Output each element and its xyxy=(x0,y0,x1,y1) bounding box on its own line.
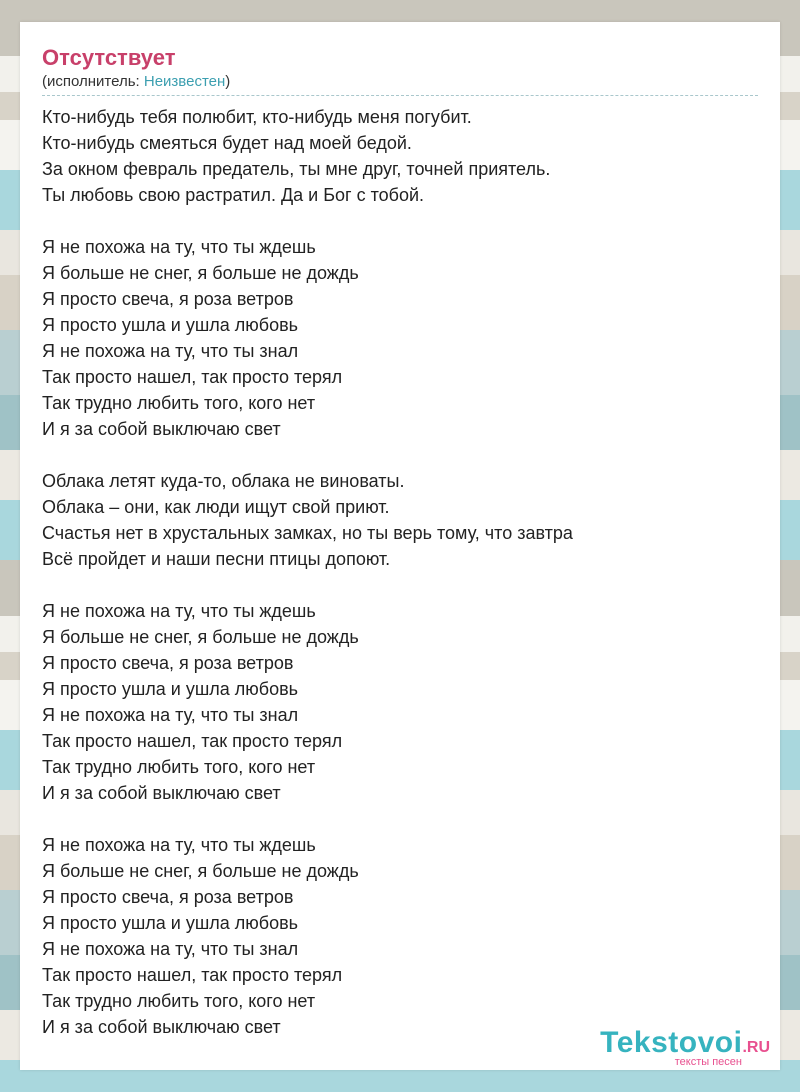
lyric-line: Всё пройдет и наши песни птицы допоют. xyxy=(42,549,391,569)
site-logo[interactable] xyxy=(600,1027,770,1068)
lyric-line: Так просто нашел, так просто терял xyxy=(42,965,343,985)
lyric-line: Кто-нибудь смеяться будет над моей бедой. xyxy=(42,133,412,153)
lyric-line: Облака – они, как люди ищут свой приют. xyxy=(42,497,390,517)
lyric-line: Я не похожа на ту, что ты знал xyxy=(42,705,299,725)
lyrics-card xyxy=(20,22,780,1070)
lyric-line: Я не похожа на ту, что ты знал xyxy=(42,939,299,959)
lyric-line: Я просто свеча, я роза ветров xyxy=(42,653,294,673)
song-header xyxy=(42,44,758,96)
lyric-line xyxy=(42,208,758,234)
lyric-line: Я больше не снег, я больше не дождь xyxy=(42,263,359,283)
lyric-line: За окном февраль предатель, ты мне друг, точней приятель. xyxy=(42,159,551,179)
lyric-line: Я просто ушла и ушла любовь xyxy=(42,315,299,335)
lyric-line: Так просто нашел, так просто терял xyxy=(42,731,343,751)
lyric-line: Так просто нашел, так просто терял xyxy=(42,367,343,387)
song-title: Отсутствует xyxy=(42,45,176,70)
lyric-line xyxy=(42,442,758,468)
lyric-line: И я за собой выключаю свет xyxy=(42,419,281,439)
lyric-line: Я больше не снег, я больше не дождь xyxy=(42,861,359,881)
lyric-line: Счастья нет в хрустальных замках, но ты верь тому, что завтра xyxy=(42,523,573,543)
logo-name: Tekstovoi xyxy=(600,1026,743,1059)
lyric-line xyxy=(42,806,758,832)
lyric-line: Я просто ушла и ушла любовь xyxy=(42,913,299,933)
lyric-line: Кто-нибудь тебя полюбит, кто-нибудь меня погубит. xyxy=(42,107,472,127)
lyric-line xyxy=(42,572,758,598)
lyric-line: Я не похожа на ту, что ты ждешь xyxy=(42,601,316,621)
lyric-line: Так трудно любить того, кого нет xyxy=(42,393,316,413)
lyric-line: Я не похожа на ту, что ты ждешь xyxy=(42,835,316,855)
performer-suffix: ) xyxy=(225,73,231,90)
performer-prefix: (исполнитель: xyxy=(42,73,144,90)
lyric-line: Облака летят куда-то, облака не виноваты. xyxy=(42,471,405,491)
artist-link[interactable]: Неизвестен xyxy=(143,73,226,90)
lyric-line: Ты любовь свою растратил. Да и Бог с тобой. xyxy=(42,185,425,205)
lyric-line: Я просто свеча, я роза ветров xyxy=(42,289,294,309)
performer-line xyxy=(42,72,758,96)
logo-tld: .RU xyxy=(742,1039,770,1056)
lyric-line: Я просто ушла и ушла любовь xyxy=(42,679,299,699)
lyric-line: Я не похожа на ту, что ты ждешь xyxy=(42,237,316,257)
lyric-line: Так трудно любить того, кого нет xyxy=(42,757,316,777)
lyric-line: Я больше не снег, я больше не дождь xyxy=(42,627,359,647)
lyrics-text xyxy=(42,104,758,1040)
lyric-line: Так трудно любить того, кого нет xyxy=(42,991,316,1011)
lyric-line: Я не похожа на ту, что ты знал xyxy=(42,341,299,361)
logo-tagline: тексты песен xyxy=(674,1056,742,1068)
lyric-line: Я просто свеча, я роза ветров xyxy=(42,887,294,907)
lyric-line: И я за собой выключаю свет xyxy=(42,783,281,803)
lyric-line: И я за собой выключаю свет xyxy=(42,1017,281,1037)
